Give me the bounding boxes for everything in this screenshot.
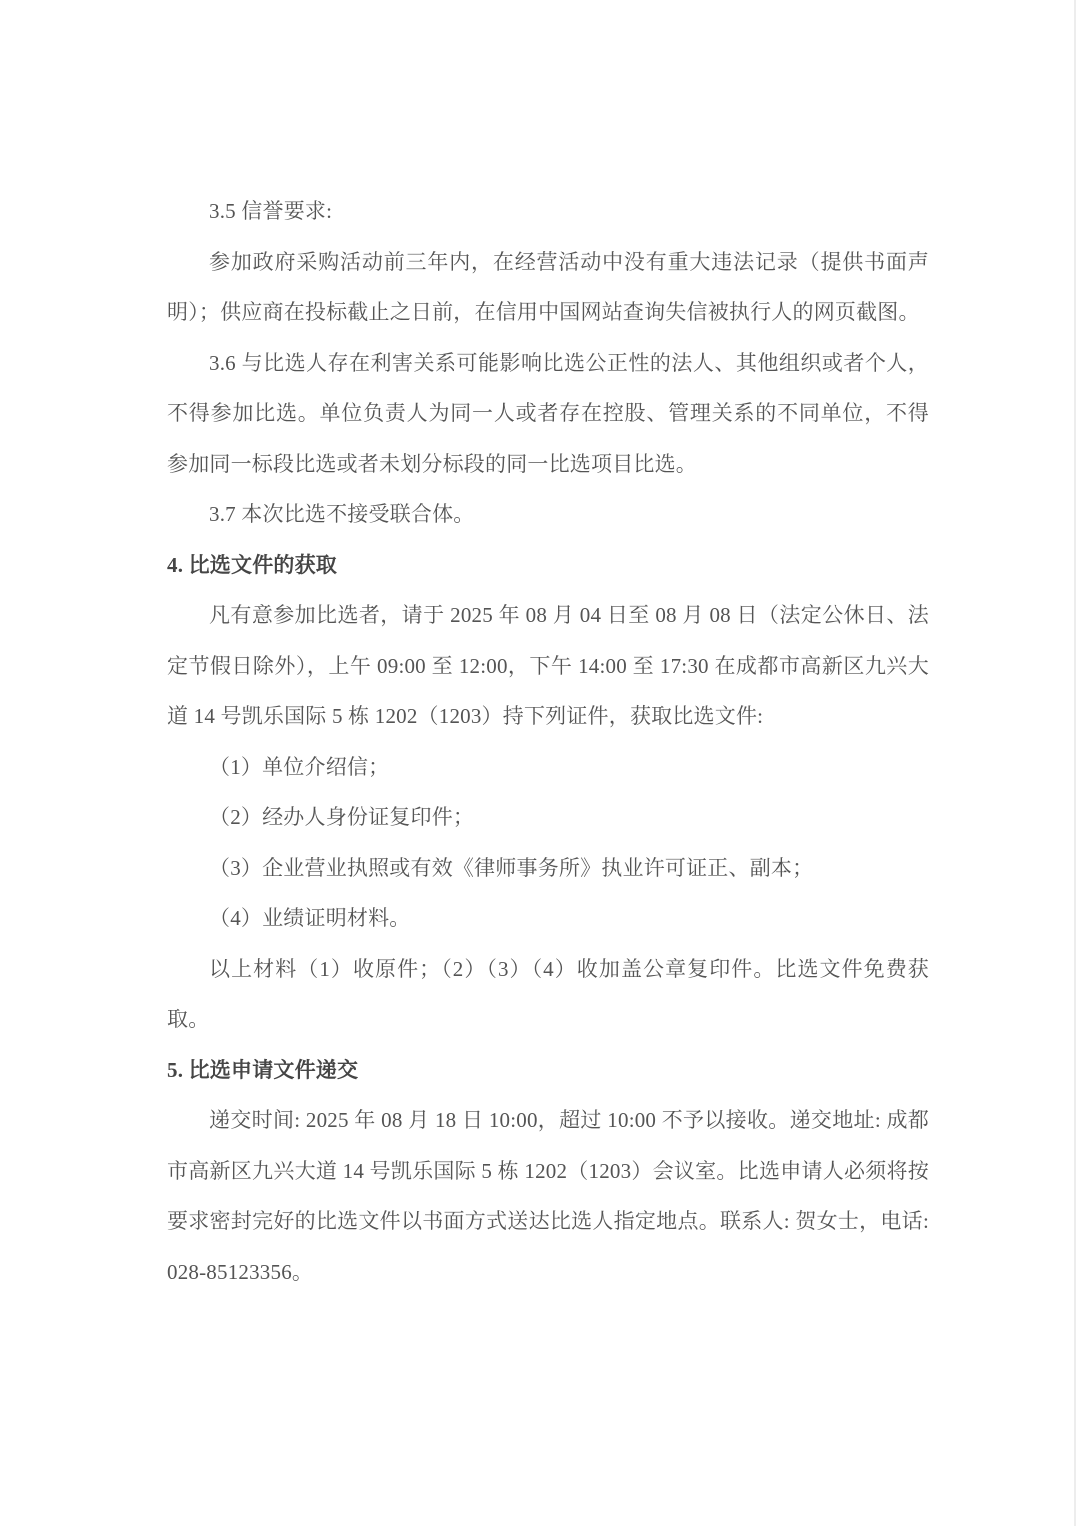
section-heading-5: 5. 比选申请文件递交 bbox=[167, 1057, 359, 1082]
section-5-submission-detail: 递交时间: 2025 年 08 月 18 日 10:00，超过 10:00 不予以接收。递交地址: 成都市高新区九兴大道 14 号凯乐国际 5 栋 1202（1203）会议室。比选申请人必须将按要求密封完好的比选文件以书面方式送达比选人指定地点。联系人: 贺女士，电话: 028-85123356。 bbox=[167, 1108, 929, 1284]
section-4-materials-note: 以上材料（1）收原件；（2）（3）（4）收加盖公章复印件。比选文件免费获取。 bbox=[167, 956, 929, 1031]
scan-edge-line bbox=[1074, 0, 1076, 1526]
clause-3-5: 3.5 信誉要求: bbox=[209, 199, 333, 223]
clause-3-7: 3.7 本次比选不接受联合体。 bbox=[209, 502, 475, 526]
section-heading-4: 4. 比选文件的获取 bbox=[167, 552, 337, 577]
document-body bbox=[167, 186, 929, 1297]
document-list-item-1: （1）单位介绍信； bbox=[209, 754, 390, 779]
document-list-item-2: （2）经办人身份证复印件； bbox=[209, 805, 475, 829]
clause-3-5-detail: 参加政府采购活动前三年内，在经营活动中没有重大违法记录（提供书面声明）；供应商在投标截止之日前，在信用中国网站查询失信被执行人的网页截图。 bbox=[167, 249, 929, 324]
section-4-intro: 凡有意参加比选者，请于 2025 年 08 月 04 日至 08 月 08 日（法定公休日、法定节假日除外），上午 09:00 至 12:00，下午 14:00 至 17:30 在成都市高新区九兴大道 14 号凯乐国际 5 栋 1202（1203）持下列证件，获取比选文件: bbox=[167, 603, 929, 728]
clause-3-6: 3.6 与比选人存在利害关系可能影响比选公正性的法人、其他组织或者个人，不得参加比选。单位负责人为同一人或者存在控股、管理关系的不同单位，不得参加同一标段比选或者未划分标段的同一比选项目比选。 bbox=[167, 350, 929, 476]
document-list-item-4: （4）业绩证明材料。 bbox=[209, 906, 411, 930]
document-list-item-3: （3）企业营业执照或有效《律师事务所》执业许可证正、副本； bbox=[209, 855, 814, 880]
